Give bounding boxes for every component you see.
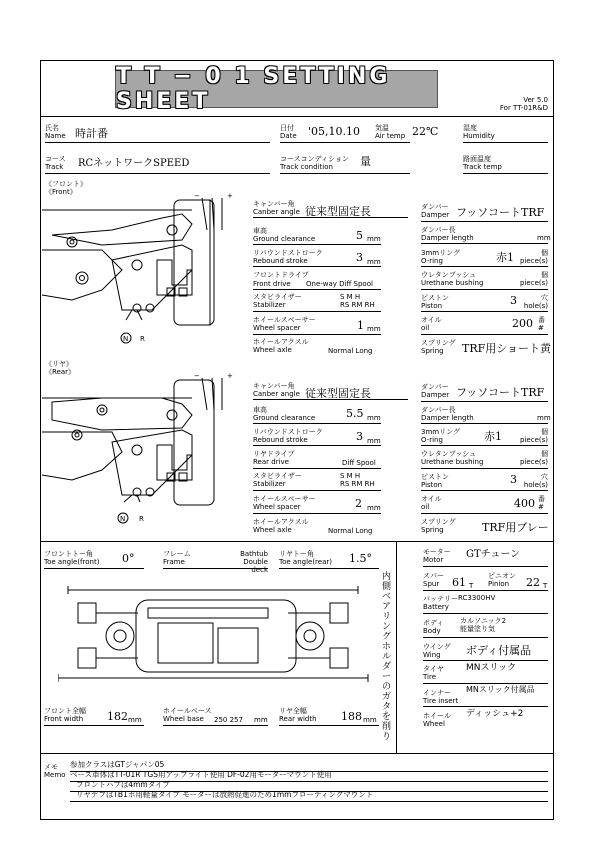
- name-label: 氏名 Name: [45, 124, 66, 140]
- front-piston-value[interactable]: 3: [510, 294, 517, 307]
- rear-section-label: 《リヤ》 《Rear》: [45, 360, 76, 376]
- rear-damper-length: ダンパー長 Damper length: [421, 406, 474, 422]
- date-value[interactable]: '05,10.10: [308, 125, 361, 138]
- underline: [253, 334, 381, 335]
- toe-rear-value[interactable]: 1.5°: [349, 552, 372, 565]
- underline: [253, 423, 381, 424]
- spur: スパー Spur: [423, 572, 444, 588]
- underline: [280, 142, 410, 143]
- front-piston: ピストン Piston: [421, 294, 449, 310]
- underline: [279, 568, 379, 569]
- motor-value[interactable]: GTチューン: [466, 549, 521, 560]
- front-spring-value[interactable]: TRF用ショート黄: [462, 342, 552, 355]
- side-note: 内側ベアリングホルダーのガタを削り: [382, 572, 392, 742]
- unit: mm: [363, 716, 377, 724]
- memo-line: フロントハブは4mmタイプ: [76, 780, 170, 789]
- divider: [40, 116, 554, 117]
- unit: mm: [254, 716, 268, 724]
- unit: 穴 hole(s): [523, 473, 548, 489]
- version-block: [470, 96, 548, 112]
- underline: [70, 771, 548, 772]
- wheel: ホイール Wheel: [423, 712, 451, 728]
- tire: タイヤ Tire: [423, 665, 444, 681]
- wheel-base: ホイールベース Wheel base: [163, 707, 212, 723]
- memo-label: メモ Memo: [44, 763, 66, 779]
- rear-damper-value[interactable]: フッソコートTRF: [456, 386, 545, 399]
- unit: 個 piece(s): [520, 271, 548, 287]
- version: Ver 5.0: [523, 96, 548, 104]
- memo-line: 参加クラスはGTジャパン05: [70, 760, 165, 769]
- front-damper: ダンパー Damper: [421, 203, 450, 219]
- underline: [423, 706, 548, 707]
- svg-text:−: −: [194, 192, 200, 200]
- sheet-title: T T − 0 1 SETTING SHEET: [115, 70, 438, 108]
- battery-value[interactable]: RC3300HV: [458, 594, 496, 602]
- rear-width-value[interactable]: 188: [341, 710, 362, 723]
- front-camber: キャンバー角 Canber angle: [253, 200, 300, 216]
- underline: [253, 311, 381, 312]
- body: ボディ Body: [423, 619, 444, 635]
- front-bushing: ウレタンブッシュ Urethane bushing: [421, 271, 484, 287]
- underline: [421, 445, 548, 446]
- rear-bushing: ウレタンブッシュ Urethane bushing: [421, 450, 484, 466]
- front-mark-r: R: [140, 335, 145, 343]
- rear-oil: オイル oil: [421, 495, 442, 511]
- front-suspension-diagram: [42, 190, 250, 355]
- rear-suspension-diagram: [42, 370, 250, 530]
- rear-rebound-value[interactable]: 3: [356, 430, 363, 443]
- wing-value[interactable]: ボディ付属品: [466, 644, 532, 657]
- front-width: フロント全幅 Front width: [44, 707, 86, 723]
- front-axle-options[interactable]: Normal Long: [328, 347, 373, 355]
- underline: [423, 566, 548, 567]
- air-temp-value[interactable]: 22℃: [412, 125, 439, 138]
- rear-camber: キャンバー角 Canber angle: [253, 382, 300, 398]
- rear-stabilizer: スタビライザー Stabilizer: [253, 472, 302, 488]
- frame: フレーム Frame: [163, 550, 191, 566]
- rear-spacer-value[interactable]: 2: [355, 497, 362, 510]
- unit: mm: [367, 235, 381, 243]
- underline: [70, 791, 548, 792]
- underline: [423, 613, 548, 614]
- memo-line: ベース車体はTT-01R TGS用アップライト使用 DF-02用モーターマウント使用: [70, 770, 332, 779]
- humidity-label: 湿度 Humidity: [463, 124, 495, 140]
- front-oil-value[interactable]: 200: [512, 317, 533, 330]
- rear-clearance: 車高 Ground clearance: [253, 406, 316, 422]
- unit: 穴 hole(s): [523, 294, 548, 310]
- front-spacer-value[interactable]: 1: [357, 319, 364, 332]
- underline: [423, 637, 548, 638]
- unit: 番 #: [538, 316, 545, 332]
- rear-damper: ダンパー Damper: [421, 383, 450, 399]
- body-value[interactable]: カルソニック2 能量塗り気: [460, 617, 507, 633]
- rear-piston: ピストン Piston: [421, 473, 449, 489]
- pinion: ピニオン Pinion: [488, 572, 516, 588]
- underline: [163, 568, 268, 569]
- rear-rebound: リバウンドストローク Rebound stroke: [253, 428, 323, 444]
- track-condition-value[interactable]: 量: [360, 155, 371, 168]
- unit: 個 piece(s): [520, 249, 548, 265]
- rear-mark-n: N: [120, 515, 126, 523]
- underline: [163, 725, 268, 726]
- rear-oil-value[interactable]: 400: [514, 497, 535, 510]
- course-value[interactable]: RCネットワークSPEED: [78, 158, 190, 169]
- front-width-value[interactable]: 182: [107, 710, 128, 723]
- rear-spring: スプリング Spring: [421, 518, 456, 534]
- underline: [421, 289, 548, 290]
- underline: [279, 725, 379, 726]
- front-section-label: 《フロント》 《Front》: [45, 180, 87, 196]
- frame-options[interactable]: Bathtub Double deck: [240, 550, 268, 574]
- underline: [423, 660, 548, 661]
- chassis-diagram: [58, 578, 378, 698]
- unit: T: [543, 582, 548, 590]
- underline: [253, 468, 381, 469]
- toe-front: フロントトー角 Toe angle(front): [44, 550, 100, 566]
- underline: [280, 173, 410, 174]
- front-damper-value[interactable]: フッソコートTRF: [456, 206, 545, 219]
- underline: [253, 217, 408, 218]
- rear-drive-options[interactable]: Diff Spool: [342, 459, 376, 467]
- underline: [421, 311, 548, 312]
- spur-value[interactable]: 61: [452, 576, 466, 589]
- date-label: 日付 Date: [280, 124, 297, 140]
- divider: [40, 753, 554, 754]
- underline: [70, 781, 548, 782]
- front-oring-value[interactable]: 赤1: [496, 251, 514, 264]
- pinion-value[interactable]: 22: [526, 576, 540, 589]
- front-spring: スプリング Spring: [421, 339, 456, 355]
- toe-rear: リヤトー角 Toe angle(rear): [279, 550, 332, 566]
- underline: [44, 568, 144, 569]
- underline: [421, 266, 548, 267]
- underline: [421, 423, 548, 424]
- unit: 番 #: [538, 495, 545, 511]
- track-temp-label: 路面温度 Track temp: [463, 155, 502, 171]
- unit: T: [469, 582, 474, 590]
- front-oil: オイル oil: [421, 316, 442, 332]
- divider: [396, 541, 397, 753]
- front-drive: フロントドライブ: [253, 271, 309, 279]
- underline: [45, 142, 270, 143]
- underline: [45, 173, 270, 174]
- underline: [253, 244, 381, 245]
- unit: mm: [537, 234, 551, 242]
- rear-mark-r: R: [139, 515, 144, 523]
- tire-value[interactable]: MNスリック: [466, 663, 517, 673]
- front-rebound-value[interactable]: 3: [356, 251, 363, 264]
- rear-width: リヤ全幅 Rear width: [279, 707, 317, 723]
- rear-piston-value[interactable]: 3: [510, 473, 517, 486]
- unit: mm: [367, 437, 381, 445]
- underline: [421, 243, 548, 244]
- front-stabilizer: スタビライザー Stabilizer: [253, 293, 302, 309]
- svg-text:+: +: [227, 372, 233, 380]
- underline: [253, 490, 381, 491]
- underline: [421, 401, 548, 402]
- wheel-value[interactable]: ディッシュ+2: [466, 709, 524, 719]
- rear-axle-options[interactable]: Normal Long: [328, 527, 373, 535]
- unit: mm: [367, 504, 381, 512]
- tire-insert: インナー Tire insert: [423, 689, 459, 705]
- front-wheel-axle: ホイールアクスル Wheel axle: [253, 338, 309, 354]
- underline: [421, 513, 548, 514]
- underline: [421, 490, 548, 491]
- underline: [421, 221, 548, 222]
- front-clearance: 車高 Ground clearance: [253, 227, 316, 243]
- rear-oring-value[interactable]: 赤1: [484, 430, 502, 443]
- unit: mm: [367, 258, 381, 266]
- unit: 個 piece(s): [520, 428, 548, 444]
- underline: [423, 683, 548, 684]
- front-wheel-spacer: ホイールスペーサー Wheel spacer: [253, 316, 316, 332]
- svg-text:−: −: [194, 372, 200, 380]
- front-mark-n: N: [123, 335, 129, 343]
- air-temp-label: 気温 Air temp: [375, 124, 406, 140]
- underline: [253, 445, 381, 446]
- front-drive-options[interactable]: One-way Diff Spool: [306, 280, 373, 288]
- rear-oring: 3mmリング O-ring: [421, 428, 460, 444]
- unit: mm: [367, 325, 381, 333]
- rear-wheel-axle: ホイールアクスル Wheel axle: [253, 518, 309, 534]
- underline: [253, 399, 408, 400]
- unit: mm: [128, 716, 142, 724]
- underline: [253, 289, 381, 290]
- underline: [421, 334, 548, 335]
- svg-text:+: +: [227, 192, 233, 200]
- underline: [253, 513, 381, 514]
- underline: [463, 173, 548, 174]
- course-label: コース Track: [45, 155, 66, 171]
- front-damper-length: ダンパー長 Damper length: [421, 226, 474, 242]
- battery: バッテリー Battery: [423, 595, 458, 611]
- front-clearance-value[interactable]: 5: [356, 229, 363, 242]
- underline: [423, 590, 548, 591]
- unit: mm: [367, 414, 381, 422]
- track-condition-label: コースコンディション Track condition: [280, 155, 349, 171]
- underline: [44, 725, 144, 726]
- rear-clearance-value[interactable]: 5.5: [346, 407, 364, 420]
- underline: [463, 142, 548, 143]
- name-value[interactable]: 時計番: [75, 127, 108, 140]
- front-camber-value[interactable]: 従来型固定長: [305, 205, 371, 218]
- version-for: For TT-01R&D: [499, 104, 548, 112]
- rear-camber-value[interactable]: 従来型固定長: [305, 387, 371, 400]
- wing: ウイング Wing: [423, 643, 451, 659]
- unit: mm: [537, 414, 551, 422]
- rear-stab-options[interactable]: S M H RS RM RH: [340, 472, 375, 488]
- rear-spring-value[interactable]: TRF用ブレー: [482, 521, 549, 534]
- memo-line: リヤデフはTB1ボ用軽量タイプ モーターは放熱促進のため1mmフローティングマウント: [76, 790, 374, 799]
- rear-wheel-spacer: ホイールスペーサー Wheel spacer: [253, 495, 316, 511]
- front-drive-en: Front drive: [253, 280, 291, 288]
- toe-front-value[interactable]: 0°: [122, 552, 135, 565]
- memo-text[interactable]: [70, 760, 373, 800]
- unit: 個 piece(s): [520, 450, 548, 466]
- underline: [70, 801, 548, 802]
- tire-insert-value[interactable]: MNスリック付属品: [466, 685, 535, 694]
- rear-drive: リヤドライブ Rear drive: [253, 450, 295, 466]
- underline: [253, 266, 381, 267]
- motor: モーター Motor: [423, 548, 451, 564]
- front-oring: 3mmリング O-ring: [421, 249, 460, 265]
- front-stab-options[interactable]: S M H RS RM RH: [340, 293, 375, 309]
- front-rebound: リバウンドストローク Rebound stroke: [253, 249, 323, 265]
- divider: [40, 541, 554, 542]
- wheel-base-value[interactable]: 250 257: [214, 716, 243, 724]
- underline: [421, 468, 548, 469]
